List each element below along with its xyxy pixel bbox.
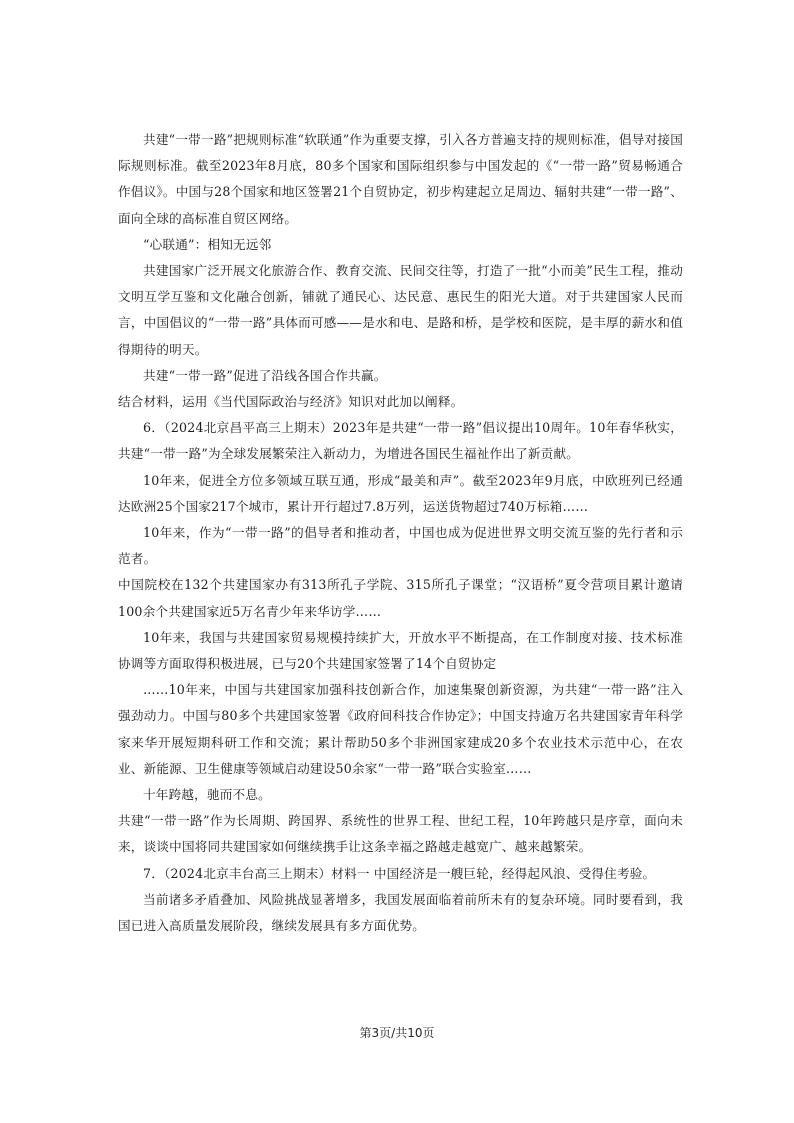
page-number-footer: 第3页/共10页 bbox=[359, 1026, 435, 1040]
question-instruction: 结合材料，运用《当代国际政治与经济》知识对此加以阐释。 bbox=[118, 394, 464, 410]
paragraph-confucius-institutes: 中国院校在132个共建国家办有313所孔子学院、315所孔子课堂；“汉语桥”夏令营项目累计邀请100余个共建国家近5万名青少年来华访学…… bbox=[118, 577, 683, 619]
paragraph-cultural-exchange: 共建国家广泛开展文化旅游合作、教育交流、民间交往等，打造了一批“小而美”民生工程，推动文明互学互鉴和文化融合创新，铺就了通民心、达民意、惠民生的阳光大道。对于共建国家人民而言，中国倡议的“一带一路”具体而可感——是水和电、是路和桥，是学校和医院，是丰厚的薪水和值得期待的明天。 bbox=[118, 263, 683, 357]
subheading-heart-connectivity: “心联通”：相知无远邻 bbox=[143, 236, 272, 252]
paragraph-rules-connectivity: 共建“一带一路”把规则标准“软联通”作为重要支撑，引入各方普遍支持的规则标准，倡导对接国际规则标准。截至2023年8月底，80多个国家和国际组织参与中国发起的《“一带一路”贸易畅通合作倡议》。中国与28个国家和地区签署21个自贸协定，初步构建起立足周边、辐射共建“一带一路”、面向全球的高标准自贸区网络。 bbox=[118, 132, 683, 226]
paragraph-tech-cooperation: ……10年来，中国与共建国家加强科技创新合作，加速集聚创新资源，为共建“一带一路”注入强劲动力。中国与80多个共建国家签署《政府间科技合作协定》；中国支持逾万名共建国家青年科学家来华开展短期科研工作和交流；累计帮助50多个非洲国家建成20多个农业技术示范中心，在农业、新能源、卫生健康等领域启动建设50余家“一带一路”联合实验室…… bbox=[118, 682, 683, 776]
paragraph-economy-challenges: 当前诸多矛盾叠加、风险挑战显著增多，我国发展面临着前所未有的复杂环境。同时要看到，我国已进入高质量发展阶段，继续发展具有多方面优势。 bbox=[118, 891, 683, 934]
question-7-intro: 7．（2024北京丰台高三上期末）材料一 中国经济是一艘巨轮，经得起风浪、受得住考验。 bbox=[143, 865, 656, 881]
question-6-intro: 6．（2024北京昌平高三上期末）2023年是共建“一带一路”倡议提出10周年。10年春华秋实，共建“一带一路”为全球发展繁荣注入新动力，为增进各国民生福祉作出了新贡献。 bbox=[118, 420, 683, 462]
paragraph-win-win: 共建“一带一路”促进了沿线各国合作共赢。 bbox=[143, 367, 387, 383]
question-6-prompt: 共建“一带一路”作为长周期、跨国界、系统性的世界工程、世纪工程，10年跨越只是序章，面向未来，谈谈中国将同共建国家如何继续携手让这条幸福之路越走越宽广、越来越繁荣。 bbox=[118, 813, 683, 855]
paragraph-connectivity-trains: 10年来，促进全方位多领域互联互通，形成“最美和声”。截至2023年9月底，中欧班列已经通达欧洲25个国家217个城市，累计开行超过7.8万列，运送货物超过740万标箱…… bbox=[118, 472, 683, 514]
paragraph-decade-leap: 十年跨越，驰而不息。 bbox=[143, 787, 271, 803]
paragraph-civilization-exchange: 10年来，作为“一带一路”的倡导者和推动者，中国也成为促进世界文明交流互鉴的先行者和示范者。 bbox=[118, 525, 683, 567]
document-body bbox=[118, 127, 683, 939]
paragraph-trade-scale: 10年来，我国与共建国家贸易规模持续扩大，开放水平不断提高，在工作制度对接、技术标准协调等方面取得积极进展，已与20个共建国家签署了14个自贸协定 bbox=[118, 629, 683, 672]
